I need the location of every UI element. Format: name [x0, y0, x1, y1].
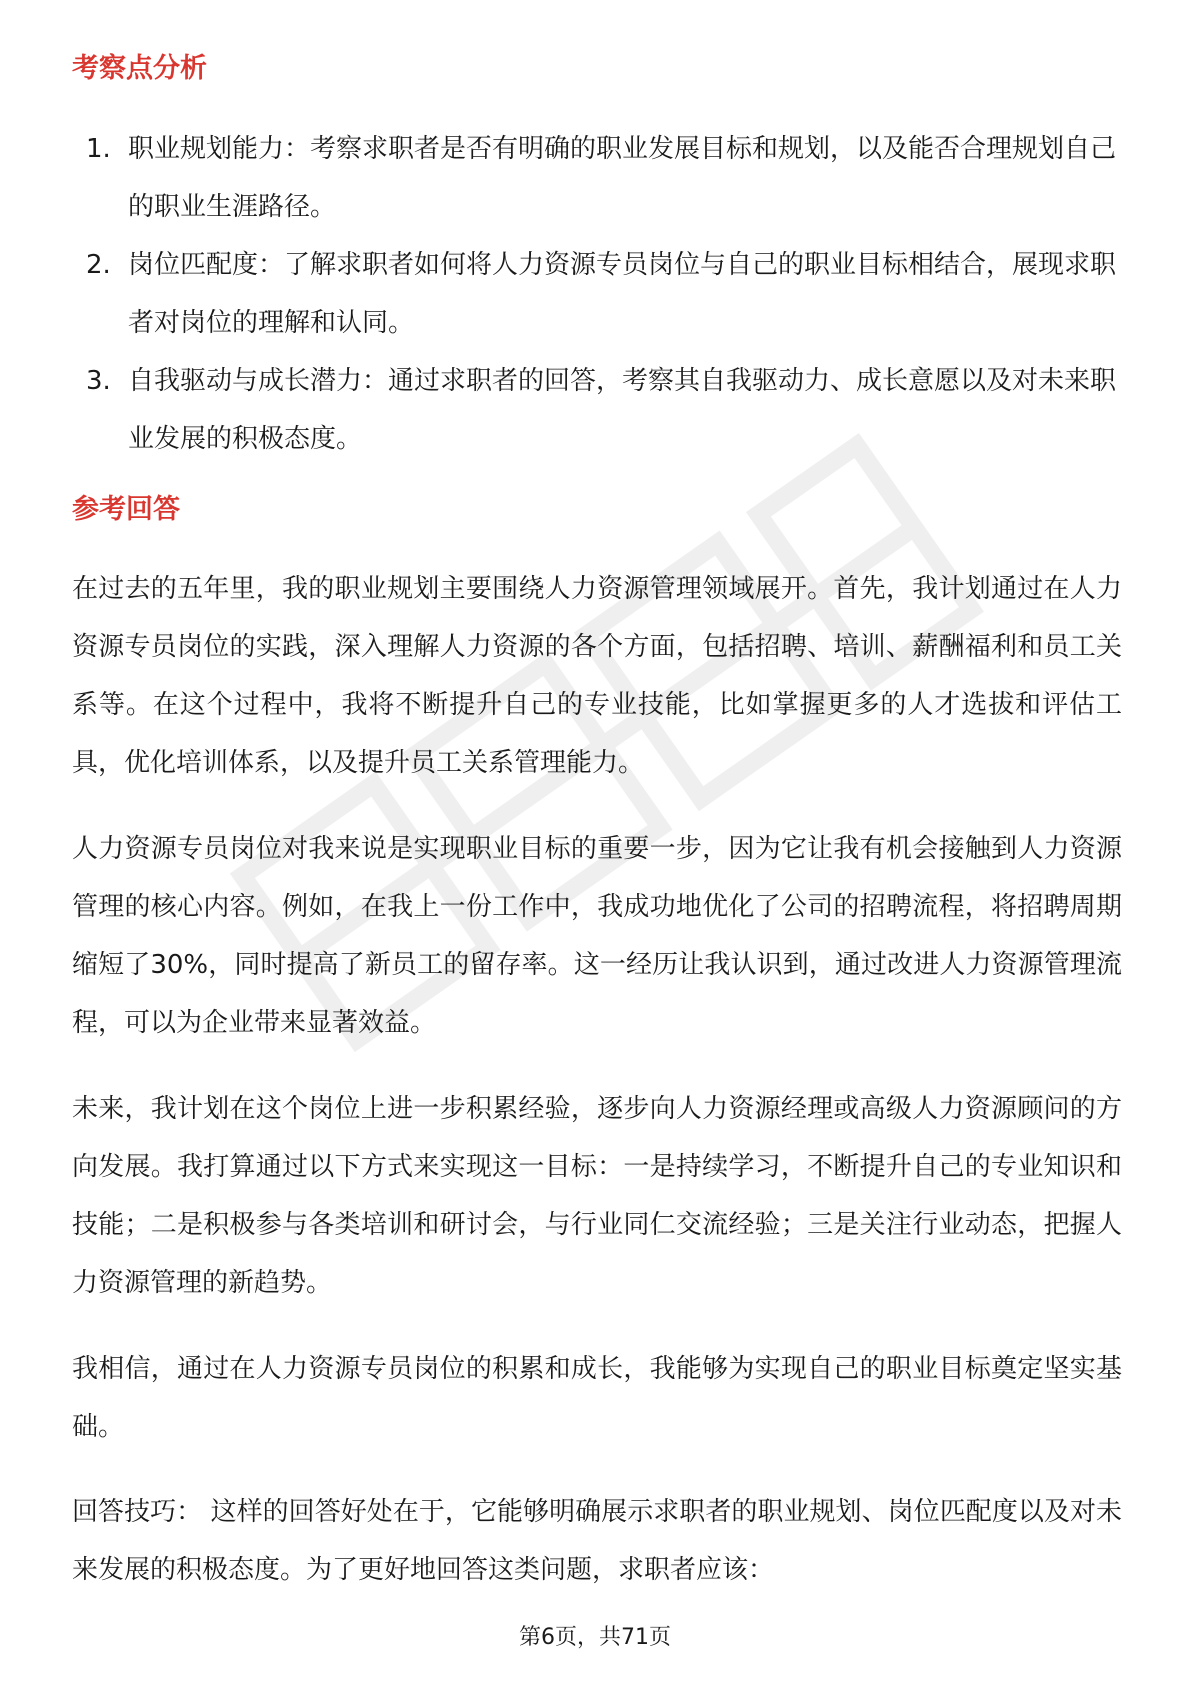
- list-item-text: 岗位匹配度：了解求职者如何将人力资源专员岗位与自己的职业目标相结合，展现求职者对岗位的理解和认同。: [128, 250, 1117, 338]
- answer-paragraph: 人力资源专员岗位对我来说是实现职业目标的重要一步，因为它让我有机会接触到人力资源管理的核心内容。例如，在我上一份工作中，我成功地优化了公司的招聘流程，将招聘周期缩短了30%，同时提高了新员工的留存率。这一经历让我认识到，通过改进人力资源管理流程，可以为企业带来显著效益。: [72, 834, 1122, 1038]
- analysis-heading: 考察点分析: [72, 53, 207, 84]
- page-number-footer: 第6页，共71页: [519, 1625, 671, 1650]
- list-item-text: 自我驱动与成长潜力：通过求职者的回答，考察其自我驱动力、成长意愿以及对未来职业发展的积极态度。: [128, 366, 1117, 454]
- list-item-number: 1.: [86, 134, 111, 164]
- answer-paragraph: 未来，我计划在这个岗位上进一步积累经验，逐步向人力资源经理或高级人力资源顾问的方向发展。我打算通过以下方式来实现这一目标：一是持续学习，不断提升自己的专业知识和技能；二是积极参与各类培训和研讨会，与行业同仁交流经验；三是关注行业动态，把握人力资源管理的新趋势。: [72, 1094, 1122, 1298]
- answer-paragraph: 在过去的五年里，我的职业规划主要围绕人力资源管理领域展开。首先，我计划通过在人力资源专员岗位的实践，深入理解人力资源的各个方面，包括招聘、培训、薪酬福利和员工关系等。在这个过程中，我将不断提升自己的专业技能，比如掌握更多的人才选拔和评估工具，优化培训体系，以及提升员工关系管理能力。: [72, 574, 1122, 778]
- list-item: [72, 120, 1122, 236]
- list-item-text: 职业规划能力：考察求职者是否有明确的职业发展目标和规划，以及能否合理规划自己的职业生涯路径。: [128, 134, 1117, 222]
- list-item: [72, 352, 1122, 468]
- answer-heading: 参考回答: [72, 494, 180, 525]
- list-item-number: 3.: [86, 366, 111, 396]
- analysis-points-list: [72, 120, 1122, 468]
- tips-paragraph: 回答技巧： 这样的回答好处在于，它能够明确展示求职者的职业规划、岗位匹配度以及对未来发展的积极态度。为了更好地回答这类问题，求职者应该：: [72, 1497, 1122, 1585]
- list-item-number: 2.: [86, 250, 111, 280]
- list-item: [72, 236, 1122, 352]
- answer-paragraph: 我相信，通过在人力资源专员岗位的积累和成长，我能够为实现自己的职业目标奠定坚实基础。: [72, 1354, 1122, 1442]
